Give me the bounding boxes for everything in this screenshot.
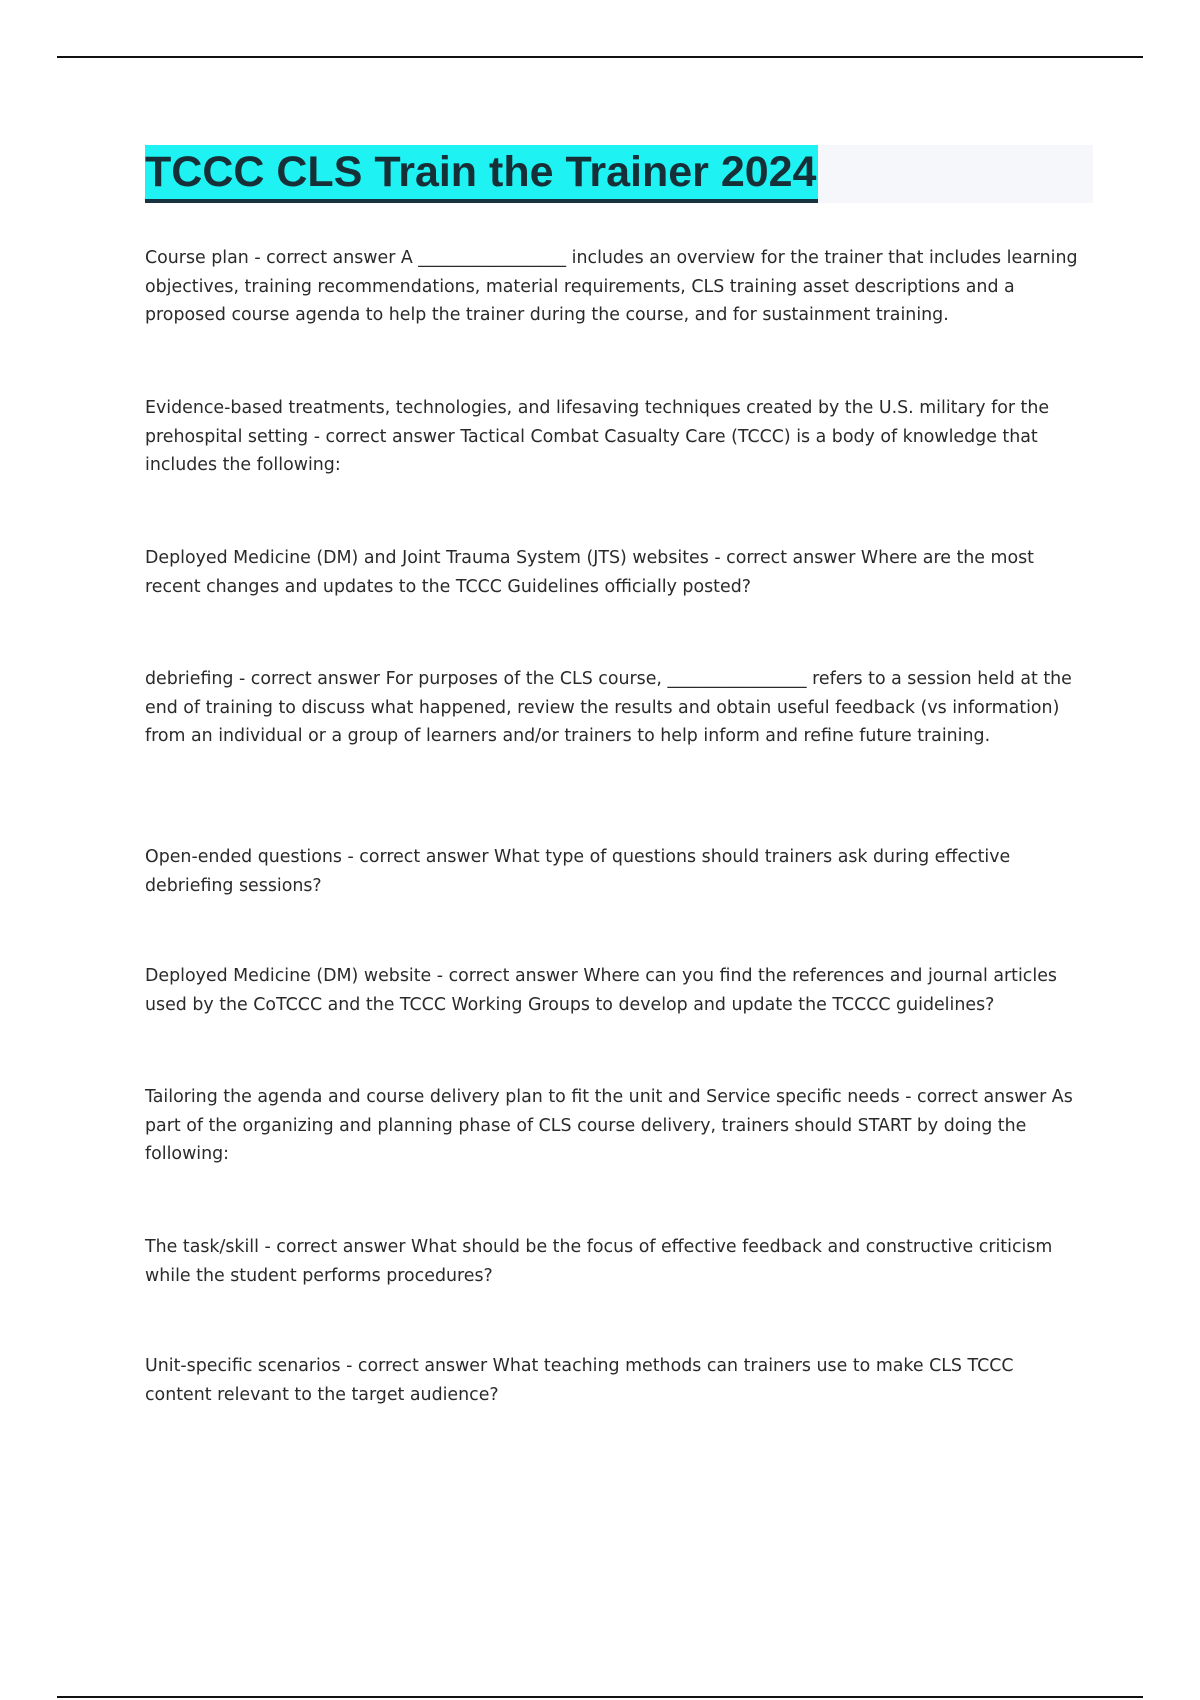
qa-entry-tccc-definition: Evidence-based treatments, technologies, and lifesaving techniques created by the U.S. military for the prehospital setting - correct answer Tactical Combat Casualty Care (TCCC) is a body of knowledge that includes the following: <box>145 398 1050 475</box>
qa-entry-references: Deployed Medicine (DM) website - correct answer Where can you find the references and journal articles used by the CoTCCC and the TCCC Working Groups to develop and update the TCCCC guidelines? <box>145 966 1057 1015</box>
qa-entry-open-ended-questions: Open-ended questions - correct answer What type of questions should trainers ask during effective debriefing sessions? <box>145 847 1011 896</box>
qa-entry-course-plan: Course plan - correct answer A _________________ includes an overview for the trainer that includes learning objectives, training recommendations, material requirements, CLS training asset descriptions and a proposed course agenda to help the trainer during the course, and for sustainment training. <box>145 248 1078 325</box>
qa-entry-teaching-methods: Unit-specific scenarios - correct answer What teaching methods can trainers use to make CLS TCCC content relevant to the target audience? <box>145 1356 1014 1405</box>
top-divider <box>57 56 1143 58</box>
bottom-divider <box>57 1696 1143 1698</box>
qa-entry-guideline-updates: Deployed Medicine (DM) and Joint Trauma System (JTS) websites - correct answer Where are the most recent changes and updates to the TCCC Guidelines officially posted? <box>145 548 1034 597</box>
qa-entry-feedback-focus: The task/skill - correct answer What should be the focus of effective feedback and constructive criticism while the student performs procedures? <box>145 1237 1053 1286</box>
qa-entry-tailoring-agenda: Tailoring the agenda and course delivery plan to fit the unit and Service specific needs - correct answer As part of the organizing and planning phase of CLS course delivery, trainers should START by doing the following: <box>145 1087 1073 1164</box>
qa-entry-debriefing: debriefing - correct answer For purposes of the CLS course, ________________ refers to a session held at the end of training to discuss what happened, review the results and obtain useful feedback (vs information) from an individual or a group of learners and/or trainers to help inform and refine future training. <box>145 669 1072 746</box>
document-title: TCCC CLS Train the Trainer 2024 <box>145 145 818 203</box>
